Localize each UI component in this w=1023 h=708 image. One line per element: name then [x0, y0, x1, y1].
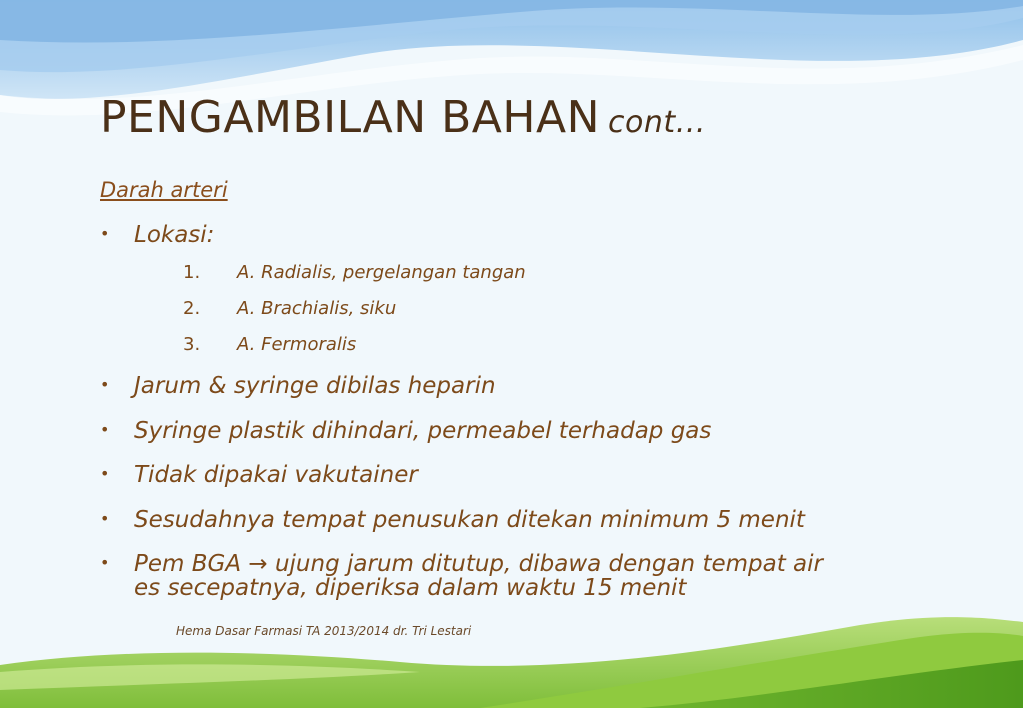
bullet-text: Jarum & syringe dibilas heparin: [134, 373, 496, 399]
bullet-marker: •: [100, 420, 110, 439]
bullet-lokasi: [100, 222, 214, 248]
bullet-text: Lokasi:: [134, 222, 215, 248]
bullet-marker: •: [100, 375, 110, 394]
location-number: 3.: [183, 334, 201, 355]
bullet-item: [100, 462, 418, 488]
title-suffix: cont…: [607, 105, 707, 140]
section-heading: Darah arteri: [100, 178, 228, 202]
location-number: 1.: [183, 262, 201, 283]
bullet-text: Pem BGA → ujung jarum ditutup, dibawa dengan tempat air: [134, 551, 823, 577]
slide-footer: Hema Dasar Farmasi TA 2013/2014 dr. Tri Lestari: [176, 624, 472, 638]
bullet-text: Tidak dipakai vakutainer: [134, 462, 418, 488]
slide-title: [100, 92, 706, 143]
bullet-marker: •: [100, 509, 110, 528]
bullet-text: Sesudahnya tempat penusukan ditekan minimum 5 menit: [134, 507, 805, 533]
bullet-text: Syringe plastik dihindari, permeabel terhadap gas: [134, 418, 712, 444]
bullet-marker: •: [100, 464, 110, 483]
bullet-item: [100, 373, 496, 399]
location-text: A. Fermoralis: [237, 334, 357, 355]
bullet-marker: •: [100, 224, 110, 243]
bullet-continuation: es secepatnya, diperiksa dalam waktu 15 menit: [134, 575, 687, 601]
location-number: 2.: [183, 298, 201, 319]
location-item: [183, 334, 356, 355]
bullet-item: [100, 551, 823, 577]
bullet-marker: •: [100, 553, 110, 572]
location-text: A. Brachialis, siku: [237, 298, 397, 319]
location-text: A. Radialis, pergelangan tangan: [237, 262, 526, 283]
bullet-item: [100, 418, 711, 444]
bullet-item: [100, 507, 805, 533]
location-item: [183, 298, 396, 319]
location-item: [183, 262, 526, 283]
title-main: PENGAMBILAN BAHAN: [100, 92, 600, 143]
